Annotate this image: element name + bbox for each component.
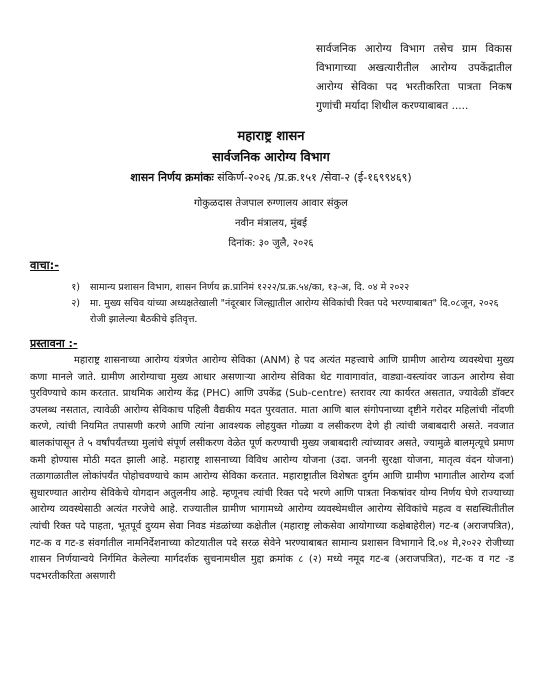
document-date: दिनांक: ३० जुलै, २०२६ <box>228 238 314 249</box>
department-heading: सार्वजनिक आरोग्य विभाग <box>212 149 330 164</box>
reference-text: मा. मुख्य सचिव यांच्या अध्यक्षतेखाली "नंदूरबार जिल्ह्यातील आरोग्य सेविकांची रिक्त पदे भरण्याबाबत" दि.०८जून, २०२६ रोजी झालेल्या बैठकीचे इतिवृत्त. <box>90 298 499 325</box>
gr-number-line <box>0 170 542 185</box>
gr-number: संकिर्ण-२०२६ /प्र.क्र.१५१ /सेवा-२ (ई-१६९९४६९) <box>217 171 412 184</box>
reference-item <box>30 296 512 328</box>
subject-block: सार्वजनिक आरोग्य विभाग तसेच ग्राम विकास विभागाच्या अखत्यारीतील आरोग्य उपकेंद्रातील आरोग्य सेविका पद भरतीकरिता पात्रता निकष गुणांची मर्यादा शिथील करण्याबाबत ..... <box>316 43 512 112</box>
preamble-heading: प्रस्तावना :- <box>30 337 78 350</box>
references-list <box>30 280 512 328</box>
preamble-paragraph: महाराष्ट्र शासनाच्या आरोग्य यंत्रणेत आरोग्य सेविका (ANM) हे पद अत्यंत महत्त्वाचे आणि ग्रामीण आरोग्य व्यवस्थेचा मुख्य कणा मानले जाते. ग्रामीण आरोग्याचा मुख्य आधार असणाऱ्या आरोग्य सेविका थेट गावागावांत, वाड्या-वस्त्यांवर जाऊन आरोग्य सेवा पुरविण्याचे काम करतात. प्राथमिक आरोग्य केंद्र (PHC) आणि उपकेंद्र (Sub-centre) स्तरावर त्या कार्यरत असतात, ज्यावेळी डॉक्टर उपलब्ध नसतात, त्यावेळी आरोग्य सेविकाच पहिली वैद्यकीय मदत पुरवतात. माता आणि बाल संगोपनाच्या दृष्टीने गरोदर महिलांची नोंदणी करणे, त्यांची नियमित तपासणी करणे आणि त्यांना आवश्यक लोहयुक्त गोळ्या व लसीकरण देणे ही त्यांची जबाबदारी असते. नवजात बालकांपासून ते ५ वर्षांपर्यंतच्या मुलांचे संपूर्ण लसीकरण वेळेत पूर्ण करण्याची मुख्य जबाबदारी त्यांच्यावर असते, ज्यामुळे बालमृत्यूचे प्रमाण कमी होण्यास मोठी मदत झाली आहे. महाराष्ट्र शासनाच्या विविध आरोग्य योजना (उदा. जननी सुरक्षा योजना, मातृत्व वंदन योजना) तळागाळातील लोकांपर्यंत पोहोचवण्याचे काम आरोग्य सेविका करतात. महाराष्ट्रातील विशेषतः दुर्गम आणि ग्रामीण भागातील आरोग्य दर्जा सुधारण्यात आरोग्य सेविकेचे योगदान अतुलनीय आहे. म्हणूनच त्यांची रिक्त पदे भरणे आणि पात्रता निकषांवर योग्य निर्णय घेणे राज्याच्या आरोग्य व्यवस्थेसाठी अत्यंत गरजेचे आहे. राज्यातील ग्रामीण भागामध्ये आरोग्य व्यवस्थेमधील आरोग्य सेविकांचे महत्व व सद्यस्थितीतील त्यांची रिक्त पदे पाहता, भूतपूर्व दुय्यम सेवा निवड मंडळांच्या कक्षेतील (महाराष्ट्र लोकसेवा आयोगाच्या कक्षेबाहेरील) गट-ब (अराजपत्रित), गट-क व गट-ड संवर्गातील नामनिर्देशनाच्या कोटयातील पदे सरळ सेवेने भरण्याबाबत सामान्य प्रशासन विभागाने दि.०४ मे,२०२२ रोजीच्या शासन निर्णयान्वये निर्गमित केलेल्या मार्गदर्शक सुचनामधील मुद्दा क्रमांक ८ (२) मध्ये नमूद गट-ब (अराजपत्रित), गट-क व गट -ड पदभरतीकरिता असणारी <box>30 355 514 582</box>
address-line-1: गोकुळदास तेजपाल रुग्णालय आवार संकुल <box>194 198 348 209</box>
government-heading: महाराष्ट्र शासन <box>237 129 305 144</box>
reference-number: २) <box>71 298 80 309</box>
references-heading: वाचा:- <box>30 258 60 272</box>
address-line-2: नवीन मंत्रालय, मुंबई <box>234 218 308 229</box>
reference-text: सामान्य प्रशासन विभाग, शासन निर्णय क्र.प्रानिमं १२२२/प्र.क्र.५४/का, १३-अ, दि. ०४ मे २०२२ <box>90 282 410 293</box>
reference-number: १) <box>71 282 80 293</box>
reference-item <box>30 280 512 296</box>
gr-label: शासन निर्णय क्रमांकः <box>130 171 214 184</box>
